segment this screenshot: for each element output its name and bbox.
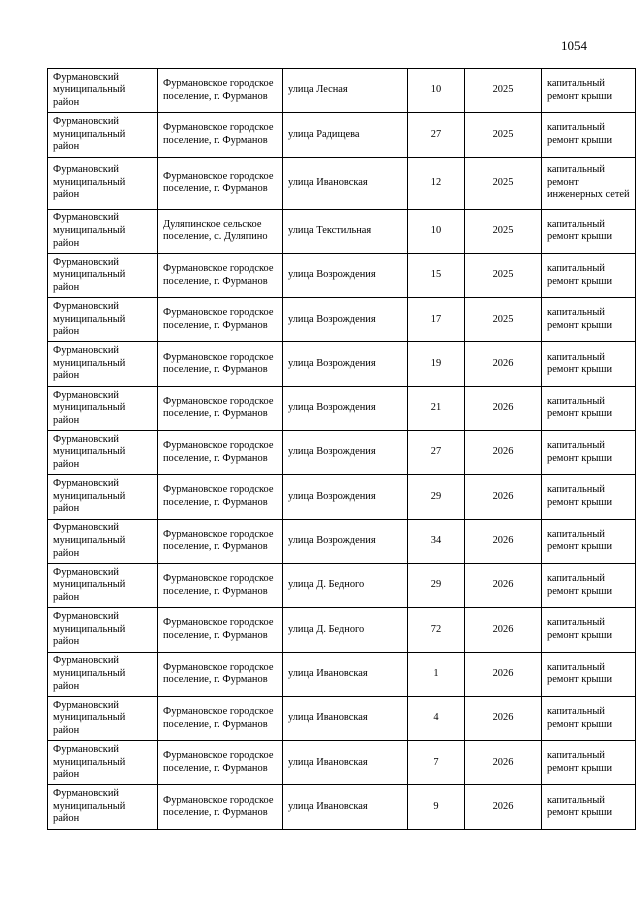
work-type-cell: капитальный ремонт крыши: [542, 696, 636, 740]
house-number-cell: 12: [408, 157, 465, 209]
year-cell: 2026: [465, 519, 542, 563]
house-number-cell: 17: [408, 298, 465, 342]
year-cell: 2026: [465, 386, 542, 430]
table-row: [48, 785, 636, 829]
table-body: [48, 69, 636, 830]
district-cell: Фурмановский муниципальный район: [48, 69, 158, 113]
year-cell: 2025: [465, 157, 542, 209]
street-cell: улица Радищева: [283, 113, 408, 157]
house-number-cell: 4: [408, 696, 465, 740]
house-number-cell: 29: [408, 475, 465, 519]
year-cell: 2026: [465, 563, 542, 607]
house-number-cell: 7: [408, 741, 465, 785]
district-cell: Фурмановский муниципальный район: [48, 696, 158, 740]
settlement-cell: Фурмановское городское поселение, г. Фурманов: [158, 342, 283, 386]
settlement-cell: Фурмановское городское поселение, г. Фурманов: [158, 157, 283, 209]
year-cell: 2026: [465, 741, 542, 785]
settlement-cell: Фурмановское городское поселение, г. Фурманов: [158, 608, 283, 652]
street-cell: улица Лесная: [283, 69, 408, 113]
table-row: [48, 342, 636, 386]
street-cell: улица Ивановская: [283, 785, 408, 829]
table-row: [48, 113, 636, 157]
year-cell: 2026: [465, 785, 542, 829]
settlement-cell: Фурмановское городское поселение, г. Фурманов: [158, 113, 283, 157]
work-type-cell: капитальный ремонт крыши: [542, 69, 636, 113]
work-type-cell: капитальный ремонт крыши: [542, 519, 636, 563]
table-row: [48, 741, 636, 785]
district-cell: Фурмановский муниципальный район: [48, 475, 158, 519]
street-cell: улица Ивановская: [283, 741, 408, 785]
street-cell: улица Ивановская: [283, 696, 408, 740]
settlement-cell: Фурмановское городское поселение, г. Фурманов: [158, 431, 283, 475]
street-cell: улица Возрождения: [283, 298, 408, 342]
street-cell: улица Возрождения: [283, 253, 408, 297]
district-cell: Фурмановский муниципальный район: [48, 342, 158, 386]
settlement-cell: Фурмановское городское поселение, г. Фурманов: [158, 741, 283, 785]
street-cell: улица Текстильная: [283, 209, 408, 253]
district-cell: Фурмановский муниципальный район: [48, 608, 158, 652]
table-row: [48, 652, 636, 696]
house-number-cell: 15: [408, 253, 465, 297]
work-type-cell: капитальный ремонт крыши: [542, 741, 636, 785]
year-cell: 2025: [465, 209, 542, 253]
table-row: [48, 431, 636, 475]
settlement-cell: Фурмановское городское поселение, г. Фурманов: [158, 298, 283, 342]
housing-repair-table: [47, 68, 636, 830]
work-type-cell: капитальный ремонт крыши: [542, 608, 636, 652]
district-cell: Фурмановский муниципальный район: [48, 563, 158, 607]
district-cell: Фурмановский муниципальный район: [48, 741, 158, 785]
work-type-cell: капитальный ремонт крыши: [542, 342, 636, 386]
street-cell: улица Д. Бедного: [283, 608, 408, 652]
table-row: [48, 696, 636, 740]
work-type-cell: капитальный ремонт крыши: [542, 431, 636, 475]
table-row: [48, 519, 636, 563]
table-row: [48, 253, 636, 297]
work-type-cell: капитальный ремонт инженерных сетей: [542, 157, 636, 209]
year-cell: 2026: [465, 475, 542, 519]
year-cell: 2025: [465, 298, 542, 342]
settlement-cell: Дуляпинское сельское поселение, с. Дуляпино: [158, 209, 283, 253]
table-row: [48, 386, 636, 430]
house-number-cell: 72: [408, 608, 465, 652]
year-cell: 2025: [465, 69, 542, 113]
table-row: [48, 608, 636, 652]
settlement-cell: Фурмановское городское поселение, г. Фурманов: [158, 69, 283, 113]
year-cell: 2025: [465, 113, 542, 157]
district-cell: Фурмановский муниципальный район: [48, 652, 158, 696]
district-cell: Фурмановский муниципальный район: [48, 431, 158, 475]
settlement-cell: Фурмановское городское поселение, г. Фурманов: [158, 785, 283, 829]
street-cell: улица Д. Бедного: [283, 563, 408, 607]
work-type-cell: капитальный ремонт крыши: [542, 652, 636, 696]
work-type-cell: капитальный ремонт крыши: [542, 563, 636, 607]
district-cell: Фурмановский муниципальный район: [48, 519, 158, 563]
street-cell: улица Возрождения: [283, 519, 408, 563]
settlement-cell: Фурмановское городское поселение, г. Фурманов: [158, 253, 283, 297]
house-number-cell: 1: [408, 652, 465, 696]
street-cell: улица Ивановская: [283, 157, 408, 209]
year-cell: 2026: [465, 696, 542, 740]
house-number-cell: 21: [408, 386, 465, 430]
house-number-cell: 34: [408, 519, 465, 563]
work-type-cell: капитальный ремонт крыши: [542, 209, 636, 253]
settlement-cell: Фурмановское городское поселение, г. Фурманов: [158, 386, 283, 430]
settlement-cell: Фурмановское городское поселение, г. Фурманов: [158, 696, 283, 740]
settlement-cell: Фурмановское городское поселение, г. Фурманов: [158, 519, 283, 563]
table-row: [48, 475, 636, 519]
settlement-cell: Фурмановское городское поселение, г. Фурманов: [158, 475, 283, 519]
district-cell: Фурмановский муниципальный район: [48, 113, 158, 157]
year-cell: 2026: [465, 342, 542, 386]
house-number-cell: 10: [408, 209, 465, 253]
district-cell: Фурмановский муниципальный район: [48, 785, 158, 829]
table-row: [48, 69, 636, 113]
district-cell: Фурмановский муниципальный район: [48, 386, 158, 430]
work-type-cell: капитальный ремонт крыши: [542, 785, 636, 829]
work-type-cell: капитальный ремонт крыши: [542, 298, 636, 342]
street-cell: улица Возрождения: [283, 475, 408, 519]
year-cell: 2026: [465, 652, 542, 696]
year-cell: 2026: [465, 431, 542, 475]
settlement-cell: Фурмановское городское поселение, г. Фурманов: [158, 652, 283, 696]
district-cell: Фурмановский муниципальный район: [48, 253, 158, 297]
year-cell: 2026: [465, 608, 542, 652]
work-type-cell: капитальный ремонт крыши: [542, 113, 636, 157]
district-cell: Фурмановский муниципальный район: [48, 157, 158, 209]
house-number-cell: 27: [408, 431, 465, 475]
house-number-cell: 9: [408, 785, 465, 829]
street-cell: улица Ивановская: [283, 652, 408, 696]
street-cell: улица Возрождения: [283, 386, 408, 430]
page-number: 1054: [561, 38, 587, 53]
house-number-cell: 19: [408, 342, 465, 386]
table-row: [48, 209, 636, 253]
work-type-cell: капитальный ремонт крыши: [542, 475, 636, 519]
street-cell: улица Возрождения: [283, 431, 408, 475]
table-row: [48, 157, 636, 209]
street-cell: улица Возрождения: [283, 342, 408, 386]
house-number-cell: 29: [408, 563, 465, 607]
settlement-cell: Фурмановское городское поселение, г. Фурманов: [158, 563, 283, 607]
work-type-cell: капитальный ремонт крыши: [542, 253, 636, 297]
house-number-cell: 10: [408, 69, 465, 113]
district-cell: Фурмановский муниципальный район: [48, 209, 158, 253]
year-cell: 2025: [465, 253, 542, 297]
table-row: [48, 563, 636, 607]
house-number-cell: 27: [408, 113, 465, 157]
work-type-cell: капитальный ремонт крыши: [542, 386, 636, 430]
table-row: [48, 298, 636, 342]
district-cell: Фурмановский муниципальный район: [48, 298, 158, 342]
